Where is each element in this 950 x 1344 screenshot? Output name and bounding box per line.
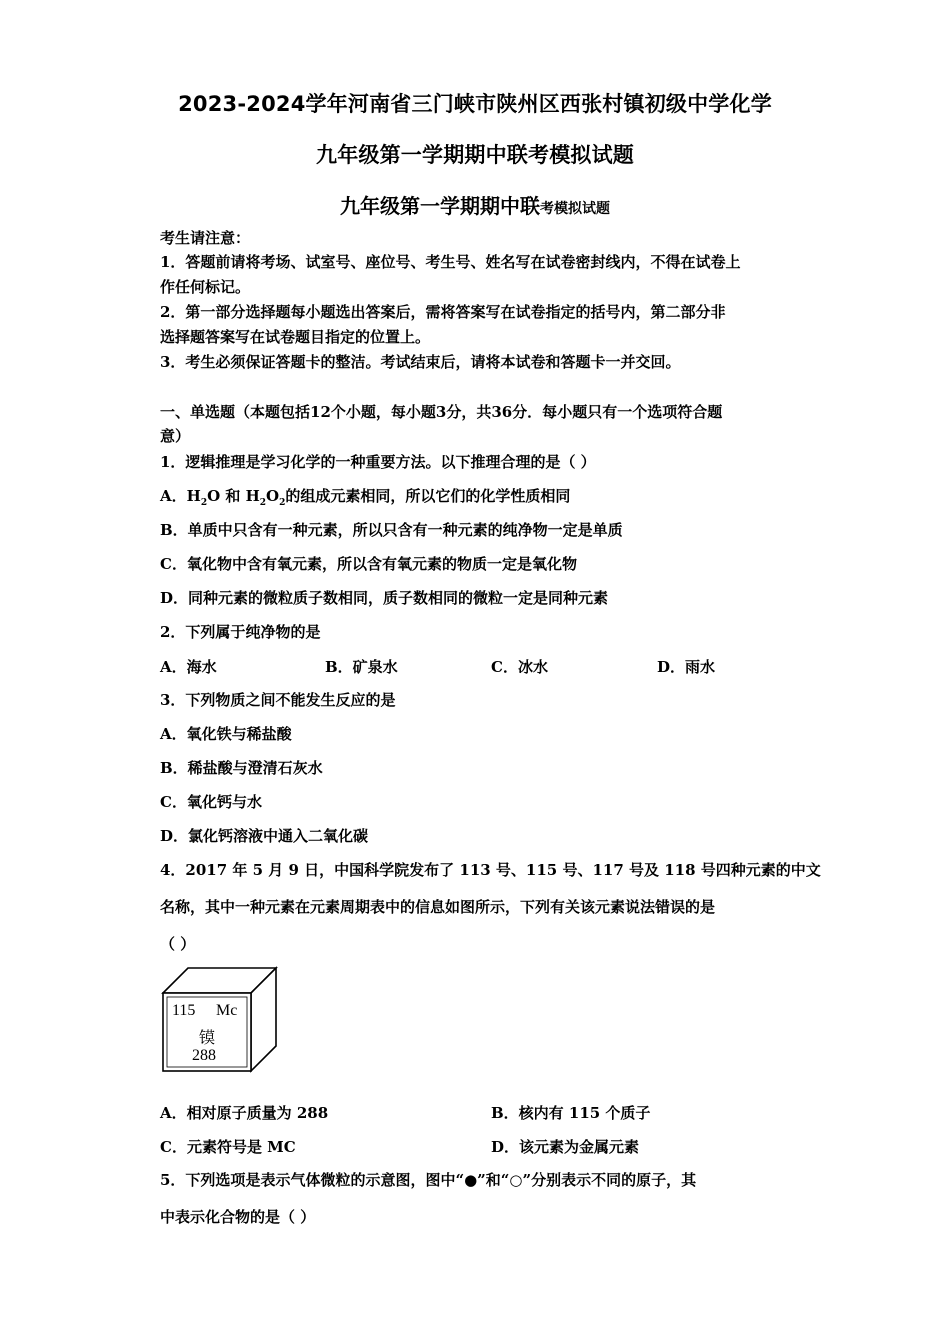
notice-heading: 考生请注意： [160,229,251,247]
q1-option-a: A．$H_2O$ 和 $H_2O_2$的组成元素相同，所以它们的化学性质相同 [160,487,571,508]
q4-option-b: B．核内有 115 个质子 [491,1104,651,1122]
q2-option-c: C．冰水 [491,658,548,676]
element-cube-figure [158,963,283,1082]
title-line-3-large: 九年级第一学期期中联 [340,194,540,218]
q5-stem-a: 5．下列选项是表示气体微粒的示意图，图中“●”和“○”分别表示不同的原子，其 [160,1171,697,1189]
q5-stem-b: 中表示化合物的是（ ） [160,1208,316,1226]
title-line-3 [0,190,950,219]
notice-item-1a: 1．答题前请将考场、试室号、座位号、考生号、姓名写在试卷密封线内，不得在试卷上 [160,253,741,271]
q1-option-d: D．同种元素的微粒质子数相同，质子数相同的微粒一定是同种元素 [160,589,609,607]
notice-item-2a: 2．第一部分选择题每小题选出答案后，需将答案写在试卷指定的括号内，第二部分非 [160,303,726,321]
notice-item-3: 3．考生必须保证答题卡的整洁。考试结束后，请将本试卷和答题卡一并交回。 [160,353,681,371]
q2-option-d: D．雨水 [657,658,716,676]
q1-stem: 1．逻辑推理是学习化学的一种重要方法。以下推理合理的是（ ） [160,453,596,471]
q3-option-d: D．氯化钙溶液中通入二氧化碳 [160,827,369,845]
section-heading-a: 一、单选题（本题包括12个小题，每小题3分，共36分．每小题只有一个选项符合题 [160,403,723,421]
q4-option-c: C．元素符号是 MC [160,1138,296,1156]
q3-option-b: B．稀盐酸与澄清石灰水 [160,759,323,777]
q4-stem-b: 名称，其中一种元素在元素周期表中的信息如图所示，下列有关该元素说法错误的是 [160,898,716,916]
title-line-1: 2023-2024学年河南省三门峡市陕州区西张村镇初级中学化学 [178,92,772,116]
q4-option-d: D．该元素为金属元素 [491,1138,640,1156]
element-mass: 288 [192,1047,216,1064]
q2-stem: 2．下列属于纯净物的是 [160,623,321,641]
title-line-2: 九年级第一学期期中联考模拟试题 [316,143,634,167]
q4-paren: （ ） [160,935,196,953]
q3-stem: 3．下列物质之间不能发生反应的是 [160,691,396,709]
q4-stem-a: 4．2017 年 5 月 9 日，中国科学院发布了 113 号、115 号、117 号及 118 号四种元素的中文 [160,861,821,879]
q3-option-a: A．氧化铁与稀盐酸 [160,725,292,743]
element-symbol: Mc [216,1002,238,1019]
q3-option-c: C．氧化钙与水 [160,793,262,811]
title-line-3-small: 考模拟试题 [540,201,610,217]
notice-item-2b: 选择题答案写在试卷题目指定的位置上。 [160,328,431,346]
q4-option-a: A．相对原子质量为 288 [160,1104,329,1122]
q2-option-a: A．海水 [160,658,217,676]
element-cube [158,963,283,1078]
section-heading-b: 意） [160,427,191,445]
q1-option-b: B．单质中只含有一种元素，所以只含有一种元素的纯净物一定是单质 [160,521,623,539]
element-name: 镆 [199,1028,216,1047]
notice-item-1b: 作任何标记。 [160,278,251,296]
q2-option-b: B．矿泉水 [325,658,398,676]
element-number: 115 [172,1002,196,1019]
q1-option-c: C．氧化物中含有氧元素，所以含有氧元素的物质一定是氧化物 [160,555,577,573]
